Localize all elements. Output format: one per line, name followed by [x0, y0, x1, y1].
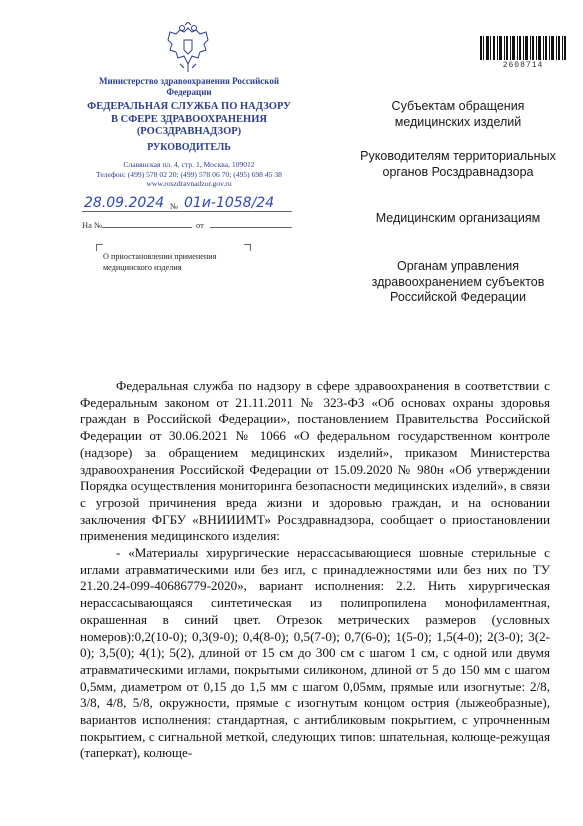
addressee-1: Субъектам обращения медицинских изделий — [391, 99, 525, 129]
reference-from-label: от — [196, 220, 204, 230]
website: www.roszdravnadzor.gov.ru — [146, 179, 232, 188]
bracket-top-left — [96, 244, 103, 251]
addressee-3: Медицинским организациям — [375, 211, 541, 225]
reference-no-underline — [102, 217, 192, 228]
addressee-4: Органам управления здравоохранением субъектов Российской Федерации — [371, 259, 545, 304]
reference-no-label: На № — [82, 220, 103, 230]
addressee-2: Руководителям территориальных органов Росздравнадзора — [360, 149, 556, 179]
coat-of-arms-icon — [160, 22, 216, 74]
reference-from-underline — [210, 217, 292, 228]
body-paragraph-2: - «Материалы хирургические нерассасывающиеся шовные стерильные с иглами атравматическими или без игл, с принадлежностями или без них по ТУ 21.20.24-099-40686779-2020», вариант исполнения: 2.2. Нить хирургическая нерассасывающаяся синтетическая из полипропилена монофиламентная, окрашенная в синий цвет. Отрезок метрических размеров (условных номеров):0,2(10-0); 0,3(9-0); 0,4(8-0); 0,5(7-0); 0,7(6-0); 1(5-0); 1,5(4-0); 2(3-0); 3(2-0); 3,5(0); 4(1); 5(2), длиной от 15 см до 300 см с шагом 1 см, с одной или двумя атравматическими иглами, покрытыми силиконом, длиной от 5 до 150 мм с шагом 0,5мм, диаметром от 0,15 до 1,5 мм с шагом 0,05мм, прямые или изогнутые: 2/8, 3/8, 4/8, 5/8, окружности, прямые с изогнутым концом острия (лыжеобразные), вариантов исполнения: стандартная, с антибликовым покрытием, с упрочненным покрытием, с сигнальной меткой, следующих типов: шпательная, колюще-режущая (таперкат), колюще- — [80, 545, 550, 761]
barcode-number: 2608714 — [502, 61, 544, 70]
agency-name: ФЕДЕРАЛЬНАЯ СЛУЖБА ПО НАДЗОРУ В СФЕРЕ ЗДРАВООХРАНЕНИЯ (РОСЗДРАВНАДЗОР) — [87, 101, 291, 137]
letter-subject: О приостановлении применения медицинского изделия — [103, 252, 217, 272]
registration-date: 28.09.2024 — [84, 195, 165, 211]
barcode — [478, 36, 568, 60]
body-paragraph-1: Федеральная служба по надзору в сфере здравоохранения в соответствии с Федеральным законом от 21.11.2011 № 323-ФЗ «Об основах охраны здоровья граждан в Российской Федерации», постановлением Правительства Российской Федерации от 30.06.2021 № 1066 «О федеральном государственном контроле (надзоре) за обращением медицинских изделий», приказом Министерства здравоохранения Российской Федерации от 15.09.2020 № 980н «Об утверждении Порядка осуществления мониторинга безопасности медицинских изделий», в связи с угрозой причинения вреда жизни и здоровью граждан, и на основании заключения ФГБУ «ВНИИИМТ» Росздравнадзора, сообщает о приостановлении применения медицинского изделия: — [80, 378, 550, 544]
registration-no-label: № — [170, 201, 179, 211]
ministry-name: Министерство здравоохранения Российской Федерации — [98, 76, 280, 97]
registration-number: 01и-1058/24 — [184, 195, 275, 211]
head-title: РУКОВОДИТЕЛЬ — [147, 142, 231, 153]
letter-body — [80, 378, 550, 762]
address: Славянская пл. 4, стр. 1, Москва, 109012 — [123, 160, 255, 169]
bracket-top-right — [244, 244, 251, 251]
agency-address-block — [84, 160, 294, 189]
phones: Телефон: (499) 578 02 20; (499) 578 06 70; (495) 698 45 38 — [96, 169, 282, 179]
